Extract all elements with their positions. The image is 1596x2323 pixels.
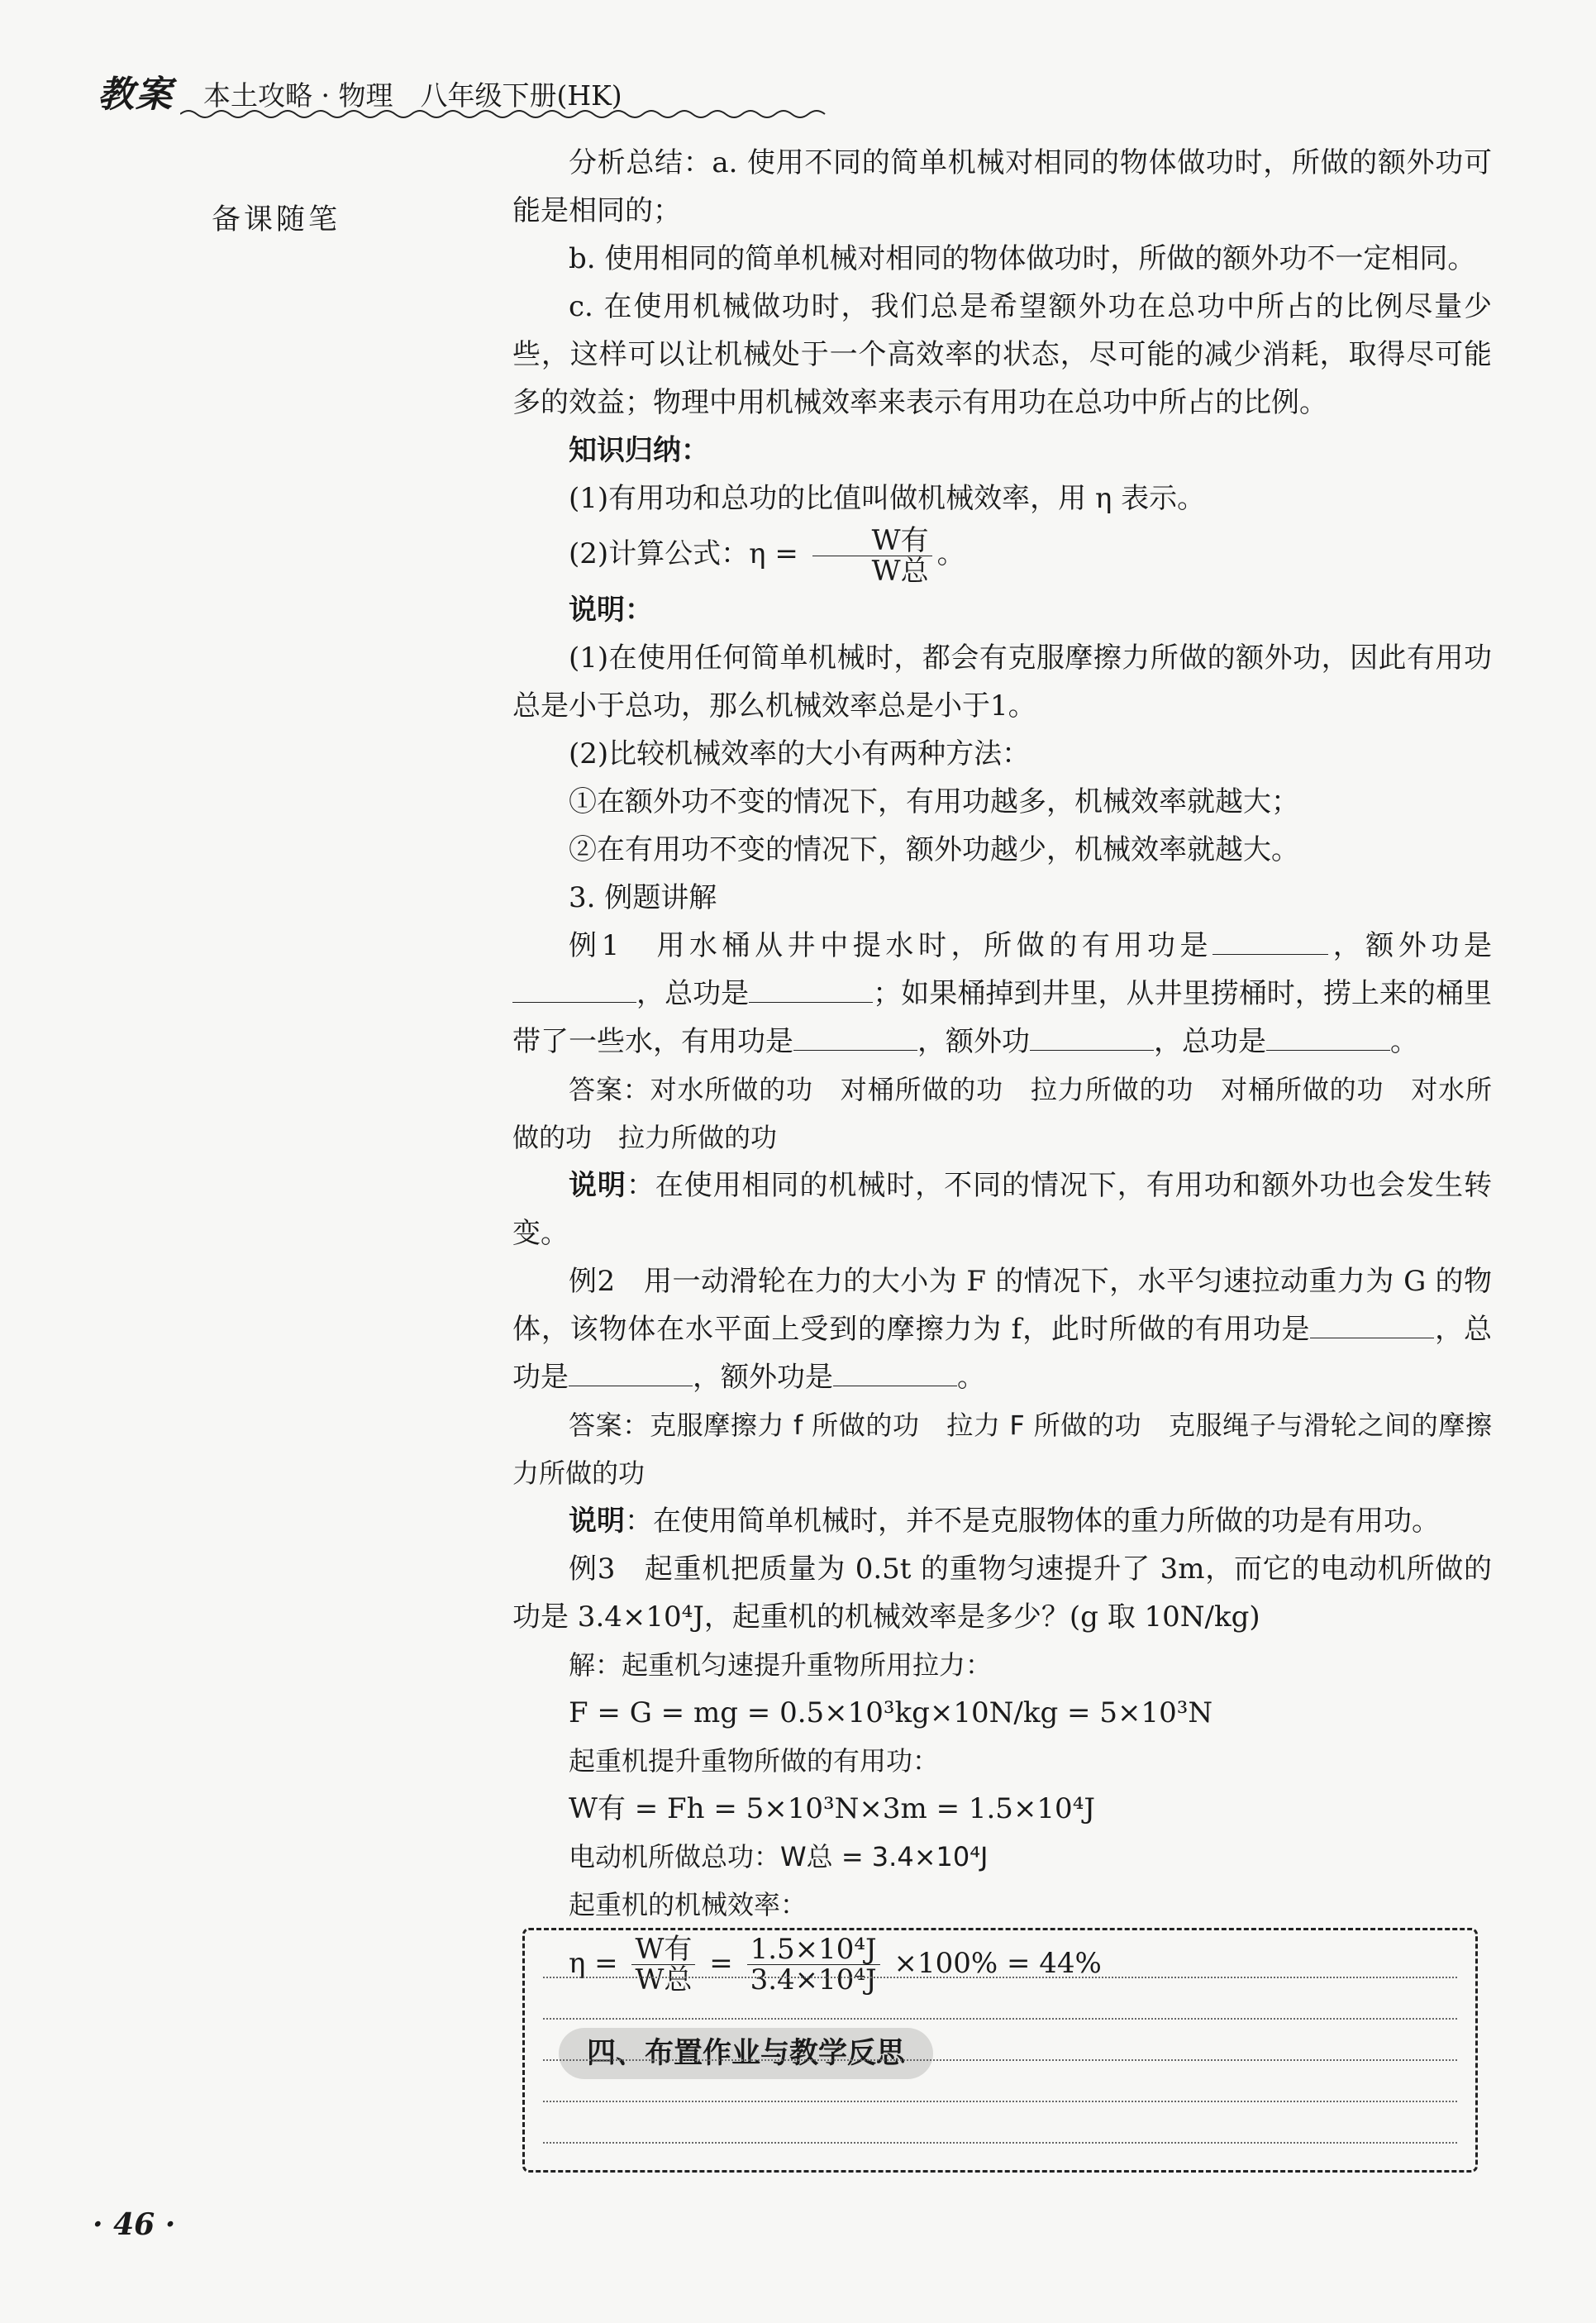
example-1-text-e: ，额外功	[917, 1024, 1030, 1058]
answer-blank	[512, 972, 636, 1003]
header-title: 本土攻略 · 物理 八年级下册(HK)	[203, 79, 622, 112]
fraction-numerator: W有	[631, 1934, 695, 1965]
note-1	[512, 1162, 1492, 1257]
example-2-text-d: 。	[957, 1360, 985, 1394]
wavy-underline	[180, 107, 841, 121]
example-2-text-c: ，额外功是	[693, 1360, 833, 1394]
example-1-text-c: ，总功是	[636, 976, 750, 1010]
example-1-text-b: ，额外功是	[1328, 928, 1492, 962]
solution-line-6: 起重机的机械效率：	[569, 1888, 808, 1920]
eta-equals: η =	[569, 1946, 618, 1980]
efficiency-fraction	[812, 523, 932, 588]
explain-title: 说明：	[569, 593, 653, 627]
page-number: · 46 ·	[93, 2207, 176, 2242]
note-label: 说明	[569, 1504, 625, 1538]
formula-prefix: (2)计算公式：η =	[569, 537, 798, 570]
fraction-denominator: W总	[871, 554, 929, 588]
explain-item-1: (1)在使用任何简单机械时，都会有克服摩擦力所做的额外功，因此有用功总是小于总功，那么机械效率总是小于1。	[512, 641, 1492, 723]
knowledge-item-1: (1)有用功和总功的比值叫做机械效率，用 η 表示。	[569, 482, 1206, 515]
answer-1: 答案：对水所做的功 对桶所做的功 拉力所做的功 对桶所做的功 对水所做的功 拉力所做的功	[512, 1073, 1492, 1153]
explain-item-2a: ①在额外功不变的情况下，有用功越多，机械效率就越大；	[569, 785, 1299, 818]
fraction-numerator: W有	[812, 526, 932, 556]
writing-line	[543, 2059, 1457, 2061]
answer-blank	[1030, 1020, 1154, 1051]
section-title: 四、布置作业与教学反思	[559, 2028, 933, 2079]
knowledge-title: 知识归纳：	[569, 434, 709, 467]
homework-reflection-box	[522, 1928, 1478, 2173]
examples-title: 3. 例题讲解	[569, 880, 717, 914]
note-2	[512, 1497, 1492, 1545]
example-1-text-d: ；如果桶掉到井里，从井里捞桶时，捞上来的桶里带了一些水，有用功是	[512, 976, 1493, 1058]
formula-suffix: 。	[936, 537, 965, 570]
brand-logo-text: 教案	[98, 74, 174, 116]
knowledge-item-2-formula	[512, 522, 1492, 586]
fraction-denominator: W总	[635, 1963, 693, 1996]
efficiency-result: ×100% = 44%	[893, 1946, 1102, 1980]
fraction-denominator: 3.4×10⁴J	[750, 1963, 877, 1996]
writing-line	[543, 1977, 1457, 1978]
answer-blank	[1310, 1308, 1434, 1338]
example-3: 例3 起重机把质量为 0.5t 的重物匀速提升了 3m，而它的电动机所做的功是 3.4×10⁴J，起重机的机械效率是多少？(g 取 10N/kg)	[512, 1552, 1492, 1634]
fraction-numerator: 1.5×10⁴J	[747, 1934, 880, 1965]
solution-line-2: F = G = mg = 0.5×10³kg×10N/kg = 5×10³N	[569, 1696, 1213, 1729]
page-header	[98, 64, 1569, 131]
solution-line-1: 解：起重机匀速提升重物所用拉力：	[569, 1648, 993, 1681]
example-2-text-b: ，总功是	[512, 1312, 1493, 1394]
answer-blank	[1212, 924, 1328, 955]
writing-line	[543, 2142, 1457, 2144]
answer-2: 答案：克服摩擦力 f 所做的功 拉力 F 所做的功 克服绳子与滑轮之间的摩擦力所做的功	[512, 1409, 1492, 1489]
note-label: 说明	[569, 1168, 626, 1202]
solution-line-4: W有 = Fh = 5×10³N×3m = 1.5×10⁴J	[569, 1791, 1095, 1825]
answer-blank	[569, 1356, 693, 1386]
equals-sign: =	[709, 1946, 733, 1980]
analysis-summary-c: c. 在使用机械做功时，我们总是希望额外功在总功中所占的比例尽量少些，这样可以让机械处于一个高效率的状态，尽可能的减少消耗，取得尽可能多的效益；物理中用机械效率来表示有用功在总功中所占的比例。	[512, 290, 1492, 419]
sidebar-notes-label: 备课随笔	[212, 203, 341, 236]
example-1-text-g: 。	[1390, 1024, 1418, 1058]
answer-blank	[749, 972, 873, 1003]
writing-line	[543, 2101, 1457, 2102]
note-2-text: ：在使用简单机械时，并不是克服物体的重力所做的功是有用功。	[625, 1504, 1440, 1538]
explain-item-2: (2)比较机械效率的大小有两种方法：	[569, 737, 1031, 770]
solution-line-5: 电动机所做总功：W总 = 3.4×10⁴J	[569, 1840, 989, 1872]
main-content	[512, 139, 1492, 2079]
answer-blank	[833, 1356, 957, 1386]
explain-item-2b: ②在有用功不变的情况下，额外功越少，机械效率就越大。	[569, 832, 1299, 866]
example-2	[512, 1257, 1492, 1401]
writing-line	[543, 2018, 1457, 2020]
example-1	[512, 922, 1492, 1066]
analysis-summary-b: b. 使用相同的简单机械对相同的物体做功时，所做的额外功不一定相同。	[569, 242, 1476, 275]
example-1-text-a: 例1 用水桶从井中提水时，所做的有用功是	[569, 928, 1213, 962]
answer-blank	[793, 1020, 917, 1051]
example-2-text-a: 例2 用一动滑轮在力的大小为 F 的情况下，水平匀速拉动重力为 G 的物体，该物体在水平面上受到的摩擦力为 f，此时所做的有用功是	[512, 1264, 1492, 1346]
solution-line-3: 起重机提升重物所做的有用功：	[569, 1744, 940, 1777]
example-1-text-f: ，总功是	[1154, 1024, 1266, 1058]
analysis-summary-a: 分析总结：a. 使用不同的简单机械对相同的物体做功时，所做的额外功可能是相同的；	[512, 146, 1492, 227]
answer-blank	[1266, 1020, 1390, 1051]
note-1-text: ：在使用相同的机械时，不同的情况下，有用功和额外功也会发生转变。	[512, 1168, 1493, 1250]
